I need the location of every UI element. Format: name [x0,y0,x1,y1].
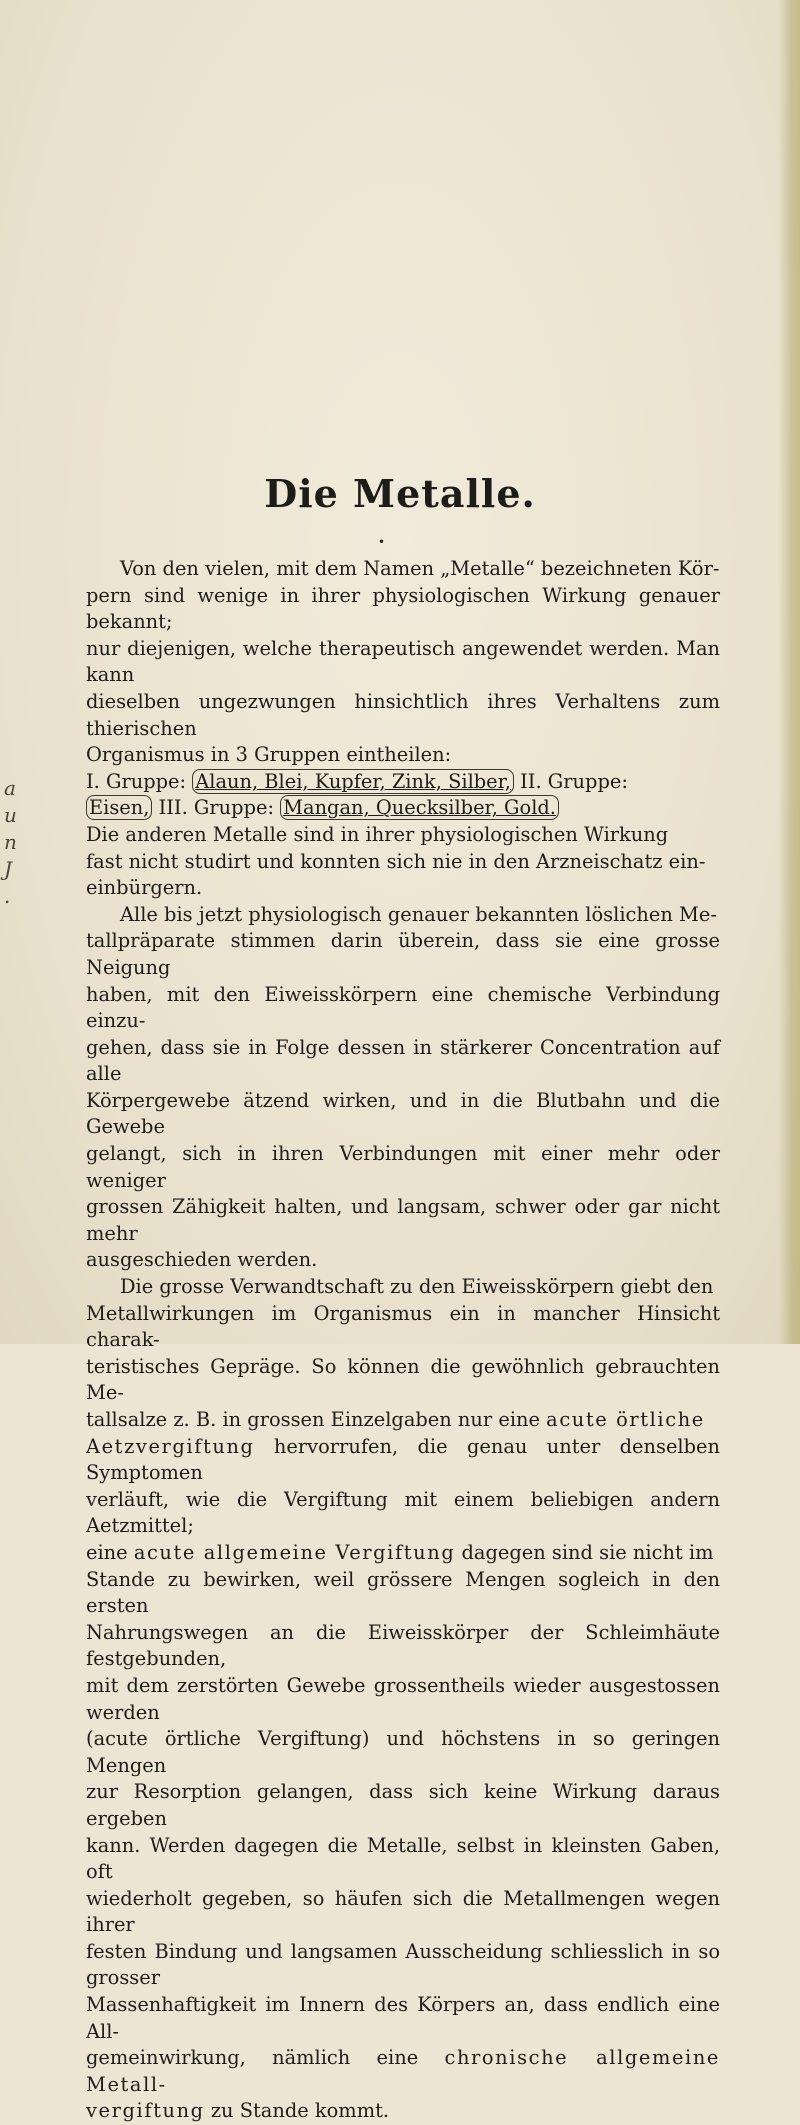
text-line: Die grosse Verwandtschaft zu den Eiweisskörpern giebt den [120,1275,714,1299]
margin-note: n [4,830,17,854]
text-line: ausgeschieden werden. [86,1248,318,1272]
text-line: verläuft, wie die Vergiftung mit einem beliebigen andern Aetzmittel; [86,1487,720,1538]
paragraph-intro [86,556,720,902]
text-line: tallpräparate stimmen darin überein, dass sie eine grosse Neigung [86,929,720,979]
printer-mark: • [378,535,386,549]
text-line: Metallwirkungen im Organismus ein in mancher Hinsicht charak- [86,1301,720,1352]
groups-line-2 [86,795,720,822]
text-run: eine [86,1540,134,1564]
group-one-metals: Alaun, Blei, Kupfer, Zink, Silber, [192,769,514,794]
text-line: fast nicht studirt und konnten sich nie in den Arzneischatz ein- [86,849,706,873]
paragraph-affinity [86,1274,720,2125]
text-line: Stande zu bewirken, weil grössere Mengen sogleich in den ersten [86,1567,720,1618]
text-line: haben, mit den Eiweisskörpern eine chemische Verbindung einzu- [86,982,720,1033]
text-line: grossen Zähigkeit halten, und langsam, schwer oder gar nicht mehr [86,1195,720,1245]
emphasis-caustic-poisoning: Aetzvergiftung [86,1434,255,1458]
group-three-metals: Mangan, Quecksilber, Gold. [280,795,559,820]
margin-note: u [4,803,17,827]
text-line: mit dem zerstörten Gewebe grossentheils wieder ausgestossen werden [86,1673,720,1724]
margin-note: . [4,884,11,908]
text-line: Die anderen Metalle sind in ihrer physiologischen Wirkung [86,822,669,846]
body-text [86,556,720,2125]
text-run: dagegen sind sie nicht im [455,1540,714,1564]
margin-annotations [4,775,56,910]
text-line: teristisches Gepräge. So können die gewöhnlich gebrauchten Me- [86,1354,720,1405]
text-line: Massenhaftigkeit im Innern des Körpers an, dass endlich eine All- [86,1993,720,2043]
paragraph-solubility [86,902,720,1274]
text-line [86,1407,720,1434]
text-line [86,2045,720,2098]
text-line: Nahrungswegen an die Eiweisskörper der Schleimhäute festgebunden, [86,1620,720,1671]
text-line [86,2098,720,2125]
text-line: Alle bis jetzt physiologisch genauer bekannten löslichen Me- [120,902,717,926]
emphasis-chronic: chronische allgemeine Metall- [86,2046,720,2096]
text-run: tallsalze z. B. in grossen Einzelgaben nur eine [86,1408,547,1431]
page-edge [778,0,800,1344]
text-line: nur diejenigen, welche therapeutisch angewendet werden. Man kann [86,636,720,687]
text-line: (acute örtliche Vergiftung) und höchstens in so geringen Mengen [86,1727,720,1777]
text-line: einbürgern. [86,876,203,900]
text-line: zur Resorption gelangen, dass sich keine Wirkung daraus ergeben [86,1780,720,1830]
text-line: gelangt, sich in ihren Verbindungen mit einer mehr oder weniger [86,1142,720,1192]
text-line [86,1540,720,1567]
text-line [86,1434,720,1487]
text-line: wiederholt gegeben, so häufen sich die Metallmengen wegen ihrer [86,1886,720,1937]
emphasis-poisoning: vergiftung [86,2099,205,2123]
page-title: Die Metalle. [264,471,536,516]
group-suffix: II. Gruppe: [513,769,628,793]
group-mid: III. Gruppe: [152,796,281,820]
text-line: pern sind wenige in ihrer physiologischen Wirkung genauer bekannt; [86,583,720,634]
text-line: Von den vielen, mit dem Namen „Metalle“ bezeichneten Kör- [120,557,720,580]
emphasis-acute-general: acute allgemeine Vergiftung [133,1540,456,1564]
text-line: dieselben ungezwungen hinsichtlich ihres Verhaltens zum thierischen [86,689,720,740]
text-line: gehen, dass sie in Folge dessen in stärkerer Concentration auf alle [86,1035,720,1086]
group-two-metals: Eisen, [86,795,152,820]
margin-note: J [4,857,13,881]
text-run: hervorrufen, die genau unter denselben Symptomen [86,1434,720,1485]
text-line: kann. Werden dagegen die Metalle, selbst in kleinsten Gaben, oft [86,1833,720,1884]
group-prefix: I. Gruppe: [86,769,193,793]
emphasis-acute-local: acute örtliche [546,1408,705,1431]
margin-note: a [4,776,16,800]
text-run: gemeinwirkung, nämlich eine [86,2046,445,2070]
text-line: Organismus in 3 Gruppen eintheilen: [86,743,452,767]
text-line: festen Bindung und langsamen Ausscheidung schliesslich in so grosser [86,1939,720,1990]
groups-line-1 [86,769,720,796]
text-line: Körpergewebe ätzend wirken, und in die Blutbahn und die Gewebe [86,1088,720,1139]
text-run: zu Stande kommt. [204,2099,390,2123]
